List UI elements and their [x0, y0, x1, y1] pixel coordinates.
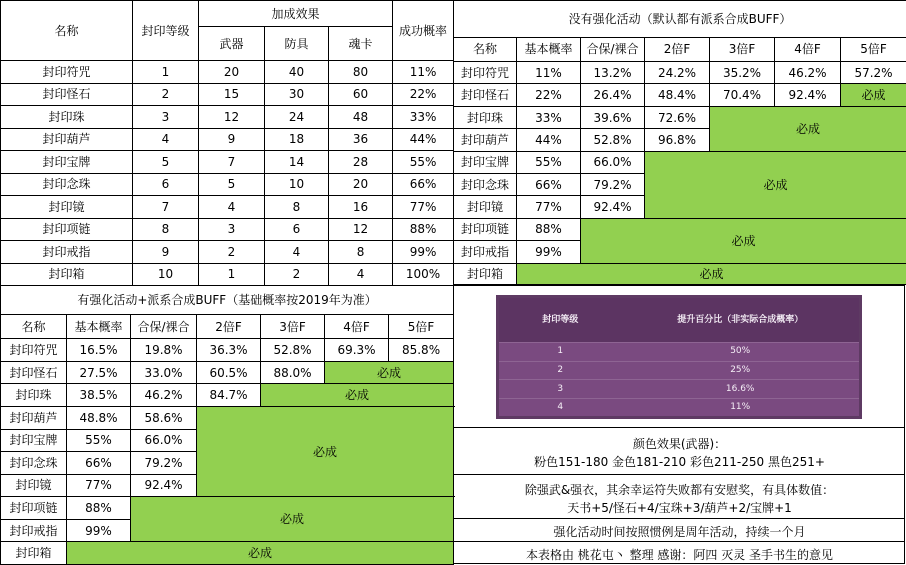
rate-cell: 99% [67, 519, 131, 542]
activity-note: 强化活动时间按照惯例是周年活动，持续一个月 [553, 525, 806, 539]
rate-cell: 46.2% [775, 62, 841, 84]
table-row [1, 407, 454, 430]
rate-cell: 66% [517, 174, 581, 196]
cell-armor: 40 [265, 61, 329, 84]
table-row [1, 542, 454, 565]
cell-name: 封印宝牌 [1, 151, 133, 174]
divider [454, 427, 905, 428]
cell-weapon: 12 [199, 106, 265, 129]
rate-cell: 92.4% [775, 84, 841, 106]
cell-card: 36 [329, 128, 393, 151]
rate-cell: 13.2% [581, 62, 645, 84]
base-table [0, 0, 454, 286]
cell-armor: 24 [265, 106, 329, 129]
guaranteed-cell: 必成 [197, 407, 454, 497]
cell-level: 7 [133, 196, 199, 219]
row-name: 封印怪石 [454, 84, 517, 106]
cell-level: 9 [133, 241, 199, 264]
credit-note: 本表格由 桃花屯丶 整理 感谢：阿四 灭灵 圣手书生的意见 [525, 548, 834, 562]
column-header: 4倍F [775, 37, 841, 61]
guaranteed-cell: 必成 [261, 384, 454, 407]
row-name: 封印镜 [454, 196, 517, 218]
cell-name: 封印项链 [1, 218, 133, 241]
img-row [499, 361, 859, 380]
cell-armor: 30 [265, 83, 329, 106]
row-name: 封印戒指 [454, 241, 517, 263]
rate-cell: 44% [517, 129, 581, 151]
cell-name: 封印箱 [1, 263, 133, 286]
cell-name: 封印戒指 [1, 241, 133, 264]
rate-cell: 19.8% [131, 339, 197, 362]
bonus-percent-table [499, 298, 859, 416]
rate-cell: 35.2% [710, 62, 775, 84]
cell-card: 20 [329, 173, 393, 196]
cell-level: 1 [133, 61, 199, 84]
img-percent: 11% [621, 398, 859, 416]
row-name: 封印念珠 [454, 174, 517, 196]
column-header: 基本概率 [517, 37, 581, 61]
rate-cell: 66% [67, 452, 131, 475]
cell-name: 封印葫芦 [1, 128, 133, 151]
table-row [454, 84, 906, 106]
img-level: 4 [499, 398, 621, 416]
row-name: 封印念珠 [1, 452, 67, 475]
rate-cell: 52.8% [261, 339, 325, 362]
cell-name: 封印念珠 [1, 173, 133, 196]
rate-cell: 66.0% [131, 429, 197, 452]
table-row [1, 263, 454, 286]
rate-cell: 79.2% [581, 174, 645, 196]
row-name: 封印符咒 [454, 62, 517, 84]
column-header: 基本概率 [67, 314, 131, 339]
rate-cell: 77% [67, 474, 131, 497]
table-row [1, 361, 454, 384]
row-name: 封印戒指 [1, 519, 67, 542]
column-header: 合保/裸合 [581, 37, 645, 61]
cell-weapon: 20 [199, 61, 265, 84]
cell-card: 60 [329, 83, 393, 106]
cell-rate: 22% [393, 83, 454, 106]
table-row [1, 218, 454, 241]
cell-armor: 6 [265, 218, 329, 241]
table-row [454, 151, 906, 173]
activity-table [0, 285, 454, 565]
cell-armor: 4 [265, 241, 329, 264]
column-header: 2倍F [645, 37, 710, 61]
row-name: 封印葫芦 [454, 129, 517, 151]
rate-cell: 48.4% [645, 84, 710, 106]
cell-card: 12 [329, 218, 393, 241]
cell-armor: 18 [265, 128, 329, 151]
rate-cell: 88% [517, 218, 581, 240]
row-name: 封印符咒 [1, 339, 67, 362]
header-card: 魂卡 [329, 27, 393, 61]
cell-rate: 66% [393, 173, 454, 196]
cell-name: 封印镜 [1, 196, 133, 219]
table-row [1, 196, 454, 219]
rate-cell: 33.0% [131, 361, 197, 384]
table-row [1, 61, 454, 84]
table-row [1, 128, 454, 151]
rate-cell: 88% [67, 497, 131, 520]
cell-weapon: 15 [199, 83, 265, 106]
rate-cell: 26.4% [581, 84, 645, 106]
column-header: 名称 [1, 314, 67, 339]
row-name: 封印宝牌 [1, 429, 67, 452]
cell-weapon: 7 [199, 151, 265, 174]
header-name: 名称 [1, 1, 133, 61]
cell-rate: 100% [393, 263, 454, 286]
column-header: 2倍F [197, 314, 261, 339]
table-row [1, 497, 454, 520]
row-name: 封印镜 [1, 474, 67, 497]
rate-cell: 55% [517, 151, 581, 173]
img-row [499, 398, 859, 416]
cell-weapon: 1 [199, 263, 265, 286]
guaranteed-cell: 必成 [325, 361, 454, 384]
table-row [454, 218, 906, 240]
cell-weapon: 4 [199, 196, 265, 219]
cell-level: 8 [133, 218, 199, 241]
rate-cell: 55% [67, 429, 131, 452]
cell-armor: 8 [265, 196, 329, 219]
img-row [499, 343, 859, 362]
header-rate: 成功概率 [393, 1, 454, 61]
cell-weapon: 3 [199, 218, 265, 241]
header-bonus: 加成效果 [199, 1, 393, 27]
img-percent: 16.6% [621, 380, 859, 399]
header-level: 封印等级 [133, 1, 199, 61]
rate-cell: 88.0% [261, 361, 325, 384]
rate-cell: 77% [517, 196, 581, 218]
cell-rate: 44% [393, 128, 454, 151]
row-name: 封印箱 [454, 263, 517, 284]
activity-title: 有强化活动+派系合成BUFF（基础概率按2019年为准） [1, 286, 454, 315]
rate-cell: 38.5% [67, 384, 131, 407]
img-percent: 25% [621, 361, 859, 380]
row-name: 封印怪石 [1, 361, 67, 384]
guaranteed-cell: 必成 [581, 218, 906, 263]
cell-weapon: 9 [199, 128, 265, 151]
img-percent: 50% [621, 343, 859, 362]
row-name: 封印珠 [1, 384, 67, 407]
cell-card: 8 [329, 241, 393, 264]
divider [454, 541, 905, 542]
guaranteed-cell: 必成 [645, 151, 906, 218]
img-row [499, 380, 859, 399]
bonus-percent-image [496, 295, 862, 419]
divider [454, 474, 905, 475]
cell-rate: 11% [393, 61, 454, 84]
cell-level: 4 [133, 128, 199, 151]
row-name: 封印项链 [1, 497, 67, 520]
column-header: 5倍F [389, 314, 454, 339]
color-line: 粉色151-180 金色181-210 彩色211-250 黑色251+ [534, 455, 825, 469]
rate-cell: 92.4% [581, 196, 645, 218]
cell-level: 5 [133, 151, 199, 174]
rate-cell: 66.0% [581, 151, 645, 173]
rate-cell: 96.8% [645, 129, 710, 151]
rate-cell: 60.5% [197, 361, 261, 384]
rate-cell: 39.6% [581, 106, 645, 128]
cell-weapon: 2 [199, 241, 265, 264]
cell-level: 6 [133, 173, 199, 196]
rate-cell: 36.3% [197, 339, 261, 362]
guaranteed-cell: 必成 [710, 106, 906, 151]
consolation-line-2: 天书+5/怪石+4/宝珠+3/葫芦+2/宝牌+1 [567, 501, 792, 515]
cell-armor: 10 [265, 173, 329, 196]
color-title: 颜色效果(武器)： [632, 437, 727, 451]
table-row [1, 339, 454, 362]
rate-cell: 48.8% [67, 407, 131, 430]
no-activity-title: 没有强化活动（默认都有派系合成BUFF） [454, 1, 906, 38]
img-header-level: 封印等级 [499, 298, 621, 343]
rate-cell: 52.8% [581, 129, 645, 151]
cell-weapon: 5 [199, 173, 265, 196]
column-header: 5倍F [841, 37, 906, 61]
cell-level: 2 [133, 83, 199, 106]
table-row [1, 173, 454, 196]
rate-cell: 69.3% [325, 339, 389, 362]
column-header: 合保/裸合 [131, 314, 197, 339]
header-armor: 防具 [265, 27, 329, 61]
cell-rate: 99% [393, 241, 454, 264]
no-activity-table [453, 0, 906, 285]
rate-cell: 70.4% [710, 84, 775, 106]
notes-panel [454, 285, 905, 564]
header-weapon: 武器 [199, 27, 265, 61]
img-level: 1 [499, 343, 621, 362]
table-row [1, 106, 454, 129]
column-header: 4倍F [325, 314, 389, 339]
guaranteed-cell: 必成 [131, 497, 454, 542]
consolation-line-1: 除强武&强衣，其余幸运符失败都有安慰奖，有具体数值： [524, 483, 835, 497]
rate-cell: 16.5% [67, 339, 131, 362]
row-name: 封印宝牌 [454, 151, 517, 173]
row-name: 封印珠 [454, 106, 517, 128]
cell-rate: 33% [393, 106, 454, 129]
rate-cell: 11% [517, 62, 581, 84]
rate-cell: 33% [517, 106, 581, 128]
rate-cell: 27.5% [67, 361, 131, 384]
table-row [454, 106, 906, 128]
cell-rate: 88% [393, 218, 454, 241]
img-level: 2 [499, 361, 621, 380]
rate-cell: 92.4% [131, 474, 197, 497]
cell-card: 16 [329, 196, 393, 219]
cell-armor: 14 [265, 151, 329, 174]
row-name: 封印葫芦 [1, 407, 67, 430]
table-row [454, 263, 906, 284]
rate-cell: 99% [517, 241, 581, 263]
rate-cell: 22% [517, 84, 581, 106]
column-header: 名称 [454, 37, 517, 61]
table-row [1, 384, 454, 407]
rate-cell: 84.7% [197, 384, 261, 407]
cell-card: 80 [329, 61, 393, 84]
divider [454, 518, 905, 519]
table-row [1, 151, 454, 174]
rate-cell: 79.2% [131, 452, 197, 475]
rate-cell: 46.2% [131, 384, 197, 407]
cell-name: 封印珠 [1, 106, 133, 129]
column-header: 3倍F [261, 314, 325, 339]
cell-card: 28 [329, 151, 393, 174]
cell-armor: 2 [265, 263, 329, 286]
cell-card: 48 [329, 106, 393, 129]
guaranteed-cell: 必成 [841, 84, 906, 106]
rate-cell: 85.8% [389, 339, 454, 362]
table-row [1, 241, 454, 264]
img-header-percent: 提升百分比（非实际合成概率） [621, 298, 859, 343]
rate-cell: 24.2% [645, 62, 710, 84]
rate-cell: 72.6% [645, 106, 710, 128]
table-row [1, 83, 454, 106]
cell-level: 3 [133, 106, 199, 129]
cell-card: 4 [329, 263, 393, 286]
row-name: 封印项链 [454, 218, 517, 240]
row-name: 封印箱 [1, 542, 67, 565]
column-header: 3倍F [710, 37, 775, 61]
cell-level: 10 [133, 263, 199, 286]
img-level: 3 [499, 380, 621, 399]
cell-rate: 55% [393, 151, 454, 174]
cell-rate: 77% [393, 196, 454, 219]
table-row [454, 62, 906, 84]
rate-cell: 58.6% [131, 407, 197, 430]
cell-name: 封印怪石 [1, 83, 133, 106]
guaranteed-cell: 必成 [517, 263, 906, 284]
cell-name: 封印符咒 [1, 61, 133, 84]
rate-cell: 57.2% [841, 62, 906, 84]
guaranteed-cell: 必成 [67, 542, 454, 565]
